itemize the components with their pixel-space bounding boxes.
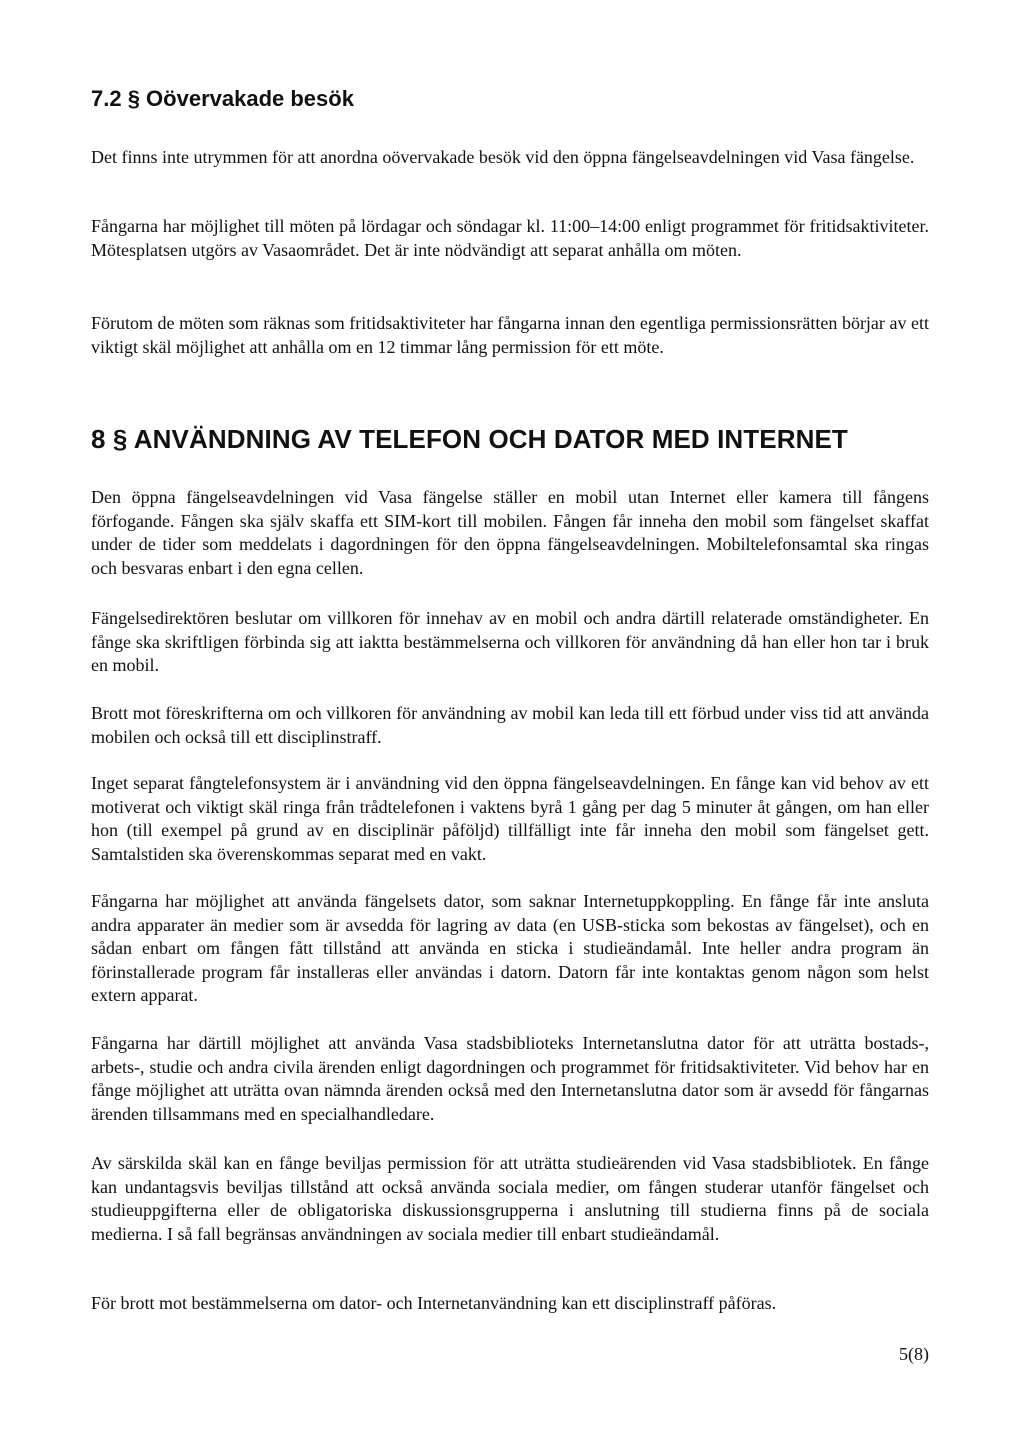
section-8-heading: 8 § ANVÄNDNING AV TELEFON OCH DATOR MED INTERNET xyxy=(91,424,848,454)
section-8-paragraph-8: För brott mot bestämmelserna om dator- och Internetanvändning kan ett disciplinstraff påföras. xyxy=(91,1293,777,1313)
section-7-2-paragraph-1: Det finns inte utrymmen för att anordna oövervakade besök vid den öppna fängelseavdelningen vid Vasa fängelse. xyxy=(91,147,915,167)
section-8-paragraph-4: Inget separat fångtelefonsystem är i användning vid den öppna fängelseavdelningen. En fånge kan vid behov av ett motiverat och viktigt skäl ringa från trådtelefonen i vaktens byrå 1 gång per dag 5 minuter åt gången, om han eller hon (till exempel på grund av en disciplinär påföljd) tillfälligt inte får inneha den mobil som fängelset gett. Samtalstiden ska överenskommas separat med en vakt. xyxy=(91,773,929,864)
section-8-paragraph-2: Fängelsedirektören beslutar om villkoren för innehav av en mobil och andra därtill relaterade omständigheter. En fånge ska skriftligen förbinda sig att iaktta bestämmelserna och villkoren för användning då han eller hon tar i bruk en mobil. xyxy=(91,608,929,675)
section-8-paragraph-6: Fångarna har därtill möjlighet att använda Vasa stadsbiblioteks Internetanslutna dator för att uträtta bostads-, arbets-, studie och andra civila ärenden enligt dagordningen och programmet för fritidsaktiviteter. Vid behov har en fånge möjlighet att uträtta ovan nämnda ärenden också med den Internetanslutna dator som är avsedd för fångarnas ärenden tillsammans med en specialhandledare. xyxy=(91,1033,929,1124)
section-7-2-paragraph-2: Fångarna har möjlighet till möten på lördagar och söndagar kl. 11:00–14:00 enligt programmet för fritidsaktiviteter. Mötesplatsen utgörs av Vasaområdet. Det är inte nödvändigt att separat anhålla om möten. xyxy=(91,216,929,260)
section-8-paragraph-1: Den öppna fängelseavdelningen vid Vasa fängelse ställer en mobil utan Internet eller kamera till fångens förfogande. Fången ska själv skaffa ett SIM-kort till mobilen. Fången får inneha den mobil som fängelset skaffat under de tider som meddelats i dagordningen för den öppna fängelseavdelningen. Mobiltelefonsamtal ska ringas och besvaras enbart i den egna cellen. xyxy=(91,487,929,578)
section-7-2-heading: 7.2 § Oövervakade besök xyxy=(91,86,354,111)
section-8-paragraph-5: Fångarna har möjlighet att använda fängelsets dator, som saknar Internetuppkoppling. En fånge får inte ansluta andra apparater än medier som är avsedda för lagring av data (en USB-sticka som bekostas av fängelset), och en sådan enbart om fången fått tillstånd att använda en sticka i studieändamål. Inte heller andra program än förinstallerade program får installeras eller användas i datorn. Datorn får inte kontaktas genom någon som helst extern apparat. xyxy=(91,891,929,1005)
document-page xyxy=(91,0,929,1448)
section-7-2-paragraph-3: Förutom de möten som räknas som fritidsaktiviteter har fångarna innan den egentliga permissionsrätten börjar av ett viktigt skäl möjlighet att anhålla om en 12 timmar lång permission för ett möte. xyxy=(91,313,929,357)
page-number: 5(8) xyxy=(899,1344,929,1364)
section-8-paragraph-7: Av särskilda skäl kan en fånge beviljas permission för att uträtta studieärenden vid Vasa stadsbibliotek. En fånge kan undantagsvis beviljas tillstånd att också använda sociala medier, om fången studerar utanför fängelset och studieuppgifterna eller de obligatoriska diskussionsgrupperna i anslutning till studierna finns på de sociala medierna. I så fall begränsas användningen av sociala medier till enbart studieändamål. xyxy=(91,1153,929,1244)
section-8-paragraph-3: Brott mot föreskrifterna om och villkoren för användning av mobil kan leda till ett förbud under viss tid att använda mobilen och också till ett disciplinstraff. xyxy=(91,703,929,747)
